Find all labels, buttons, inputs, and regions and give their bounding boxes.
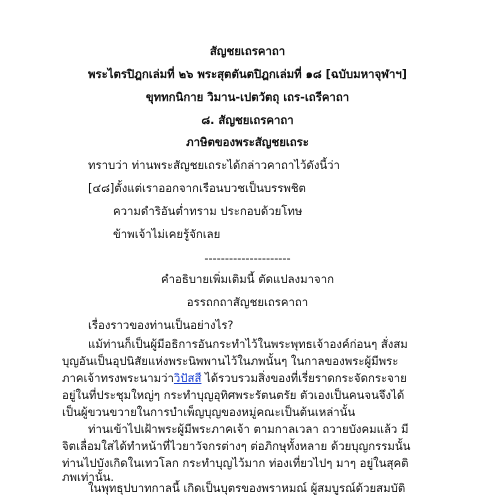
verse-text-1: ตั้งแต่เราออกจากเรือนบวชเป็นบรรพชิต xyxy=(114,181,306,195)
question-text: เรื่องราวของท่านเป็นอย่างไร? xyxy=(88,318,234,332)
paragraph-1-line-5: เป็นผู้ขวนขวายในการบำเพ็ญบุญของหมู่คณะเป็นต้นเหล่านั้น xyxy=(62,405,356,419)
verse-line-2: ความดำริอันต่ำทราม ประกอบด้วยโทษ xyxy=(113,204,303,218)
section-divider: --------------------- xyxy=(204,251,291,265)
paragraph-2-line-3: ท่านไปบังเกิดในเทวโลก กระทำบุญไว้มาก ท่องเที่ยวไปๆ มาๆ อยู่ในสุคติ xyxy=(62,456,409,470)
chapter-heading: ๘. สัญชยเถรคาถา xyxy=(201,113,294,127)
paragraph-2-line-1: ท่านเข้าไปเฝ้าพระผู้มีพระภาคเจ้า ตามกาลเวลา ถวายบังคมแล้ว มี xyxy=(88,422,409,436)
verse-number: [๔๘] xyxy=(88,181,115,195)
verse-line-3: ข้าพเจ้าไม่เคยรู้จักเลย xyxy=(113,227,221,241)
series-heading: พระไตรปิฎกเล่มที่ ๒๖ พระสุตตันตปิฎกเล่มที่ ๑๘ [ฉบับมหาจุฬาฯ] xyxy=(88,67,407,81)
paragraph-1-line-3-start: ภาคเจ้าทรงพระนามว่า xyxy=(62,371,174,385)
commentary-heading-2: อรรถกถาสัญชยเถรคาถา xyxy=(186,295,309,309)
intro-text: ทราบว่า ท่านพระสัญชยเถระได้กล่าวคาถาไว้ดังนี้ว่า xyxy=(88,158,340,172)
page-title: สัญชยเถรคาถา xyxy=(209,44,286,58)
paragraph-2-line-4: ภพเท่านั้น. xyxy=(62,470,115,484)
paragraph-2-line-2: จิตเลื่อมใสได้ทำหน้าที่ไวยาวัจกรต่างๆ ต่อภิกษุทั้งหลาย ด้วยบุญกรรมนั้น xyxy=(62,439,411,453)
collection-heading: ขุททกนิกาย วิมาน-เปตวัตถุ เถร-เถรีคาถา xyxy=(145,90,350,104)
verse-line-1 xyxy=(88,181,306,195)
paragraph-1-line-3 xyxy=(62,371,407,385)
paragraph-1-line-4: อยู่ในที่ประชุมใหญ่ๆ กระทำบุญอุทิศพระรัตนตรัย ตัวเองเป็นคนจนจึงได้ xyxy=(62,388,405,402)
paragraph-3-line-1: ในพุทธุปบาทกาลนี้ เกิดเป็นบุตรของพราหมณ์ ผู้สมบูรณ์ด้วยสมบัติ xyxy=(88,481,406,495)
commentary-heading-1: คำอธิบายเพิ่มเติมนี้ ตัดแปลงมาจาก xyxy=(160,272,334,286)
subtitle-heading: ภาษิตของพระสัญชยเถระ xyxy=(186,135,309,149)
paragraph-1-line-2: บุญอันเป็นอุปนิสัยแห่งพระนิพพานไว้ในภพนั้นๆ ในกาลของพระผู้มีพระ xyxy=(62,354,399,368)
paragraph-1-line-1: แม้ท่านก็เป็นผู้มีอธิการอันกระทำไว้ในพระพุทธเจ้าองค์ก่อนๆ สั่งสม xyxy=(88,337,408,351)
vipassi-link[interactable]: วิปัสสี xyxy=(173,371,202,385)
paragraph-1-line-3-end: ได้รวบรวมสิ่งของที่เรี่ยราดกระจัดกระจาย xyxy=(201,371,407,385)
